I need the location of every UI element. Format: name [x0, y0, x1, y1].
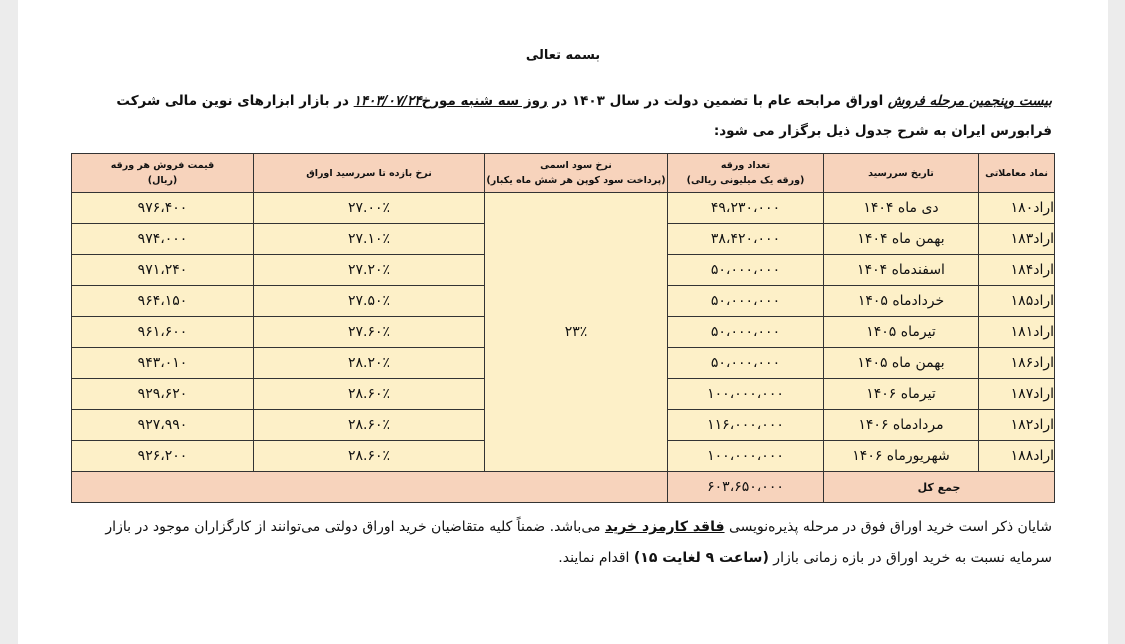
- document-heading: بسمه تعالی: [525, 48, 601, 63]
- cell-symbol: اراد۱۸۵: [979, 286, 1055, 317]
- header-ytm: نرخ بازده تا سررسید اوراق: [254, 154, 485, 193]
- table-row: [72, 193, 1055, 224]
- cell-price: ۹۷۶،۴۰۰: [72, 193, 254, 224]
- cell-symbol: اراد۱۸۴: [979, 255, 1055, 286]
- header-maturity: تاریخ سررسید: [824, 154, 979, 193]
- intro-text-2: در بازار ابزارهای نوین مالی شرکت فرابورس ایران به شرح جدول ذیل برگزار می شود:: [116, 93, 1052, 139]
- cell-coupon-rate: ۲۳٪: [485, 193, 668, 472]
- intro-date: ۱۴۰۳/۰۷/۲۴: [353, 93, 422, 109]
- table-header-row: [72, 154, 1055, 193]
- cell-maturity: مردادماه ۱۴۰۶: [824, 410, 979, 441]
- cell-quantity: ۱۰۰،۰۰۰،۰۰۰: [668, 441, 824, 472]
- cell-maturity: خردادماه ۱۴۰۵: [824, 286, 979, 317]
- cell-price: ۹۲۶،۲۰۰: [72, 441, 254, 472]
- bonds-table: [71, 153, 1055, 503]
- cell-ytm: ۲۷.۲۰٪: [254, 255, 485, 286]
- cell-ytm: ۲۸.۶۰٪: [254, 410, 485, 441]
- cell-maturity: بهمن ماه ۱۴۰۵: [824, 348, 979, 379]
- header-symbol: نماد معاملاتی: [979, 154, 1055, 193]
- cell-ytm: ۲۷.۵۰٪: [254, 286, 485, 317]
- cell-symbol: اراد۱۸۷: [979, 379, 1055, 410]
- cell-quantity: ۵۰،۰۰۰،۰۰۰: [668, 286, 824, 317]
- intro-paragraph: [72, 86, 1052, 146]
- cell-price: ۹۶۱،۶۰۰: [72, 317, 254, 348]
- note-hours: (ساعت ۹ لغایت ۱۵): [633, 550, 769, 566]
- cell-price: ۹۷۴،۰۰۰: [72, 224, 254, 255]
- total-empty-cell: [72, 472, 668, 503]
- cell-quantity: ۵۰،۰۰۰،۰۰۰: [668, 348, 824, 379]
- header-quantity: تعداد ورقه (ورقه یک میلیونی ریالی): [668, 154, 824, 193]
- cell-maturity: تیرماه ۱۴۰۵: [824, 317, 979, 348]
- cell-symbol: اراد۱۸۱: [979, 317, 1055, 348]
- cell-price: ۹۲۹،۶۲۰: [72, 379, 254, 410]
- cell-price: ۹۶۴،۱۵۰: [72, 286, 254, 317]
- cell-maturity: شهریورماه ۱۴۰۶: [824, 441, 979, 472]
- cell-maturity: اسفندماه ۱۴۰۴: [824, 255, 979, 286]
- note-text-1: شایان ذکر است خرید اوراق فوق در مرحله پذیره‌نویسی: [724, 519, 1052, 535]
- cell-ytm: ۲۷.۱۰٪: [254, 224, 485, 255]
- note-no-fee: فاقد کارمزد خرید: [604, 519, 725, 535]
- cell-quantity: ۱۰۰،۰۰۰،۰۰۰: [668, 379, 824, 410]
- cell-maturity: تیرماه ۱۴۰۶: [824, 379, 979, 410]
- cell-maturity: دی ماه ۱۴۰۴: [824, 193, 979, 224]
- cell-ytm: ۲۸.۶۰٪: [254, 379, 485, 410]
- cell-ytm: ۲۸.۶۰٪: [254, 441, 485, 472]
- note-text-2: می‌باشد. ضمناً کلیه متقاضیان خرید اوراق دولتی می‌توانند از کارگزاران موجود در بازار سرمایه نسبت به خرید اوراق در بازه زمانی بازار: [105, 519, 1052, 566]
- cell-quantity: ۱۱۶،۰۰۰،۰۰۰: [668, 410, 824, 441]
- cell-maturity: بهمن ماه ۱۴۰۴: [824, 224, 979, 255]
- cell-symbol: اراد۱۸۲: [979, 410, 1055, 441]
- document-page: [18, 0, 1108, 644]
- intro-day: روز سه شنبه مورخ: [421, 93, 548, 109]
- cell-ytm: ۲۷.۶۰٪: [254, 317, 485, 348]
- cell-ytm: ۲۷.۰۰٪: [254, 193, 485, 224]
- header-price: قیمت فروش هر ورقه (ریال): [72, 154, 254, 193]
- cell-symbol: اراد۱۸۳: [979, 224, 1055, 255]
- table-total-row: [72, 472, 1055, 503]
- header-coupon-rate: نرخ سود اسمی (پرداخت سود کوپن هر شش ماه یکبار): [485, 154, 668, 193]
- cell-quantity: ۳۸،۴۲۰،۰۰۰: [668, 224, 824, 255]
- cell-price: ۹۷۱،۲۴۰: [72, 255, 254, 286]
- cell-price: ۹۴۳،۰۱۰: [72, 348, 254, 379]
- intro-stage: بیست وپنجمین مرحله فروش: [887, 93, 1052, 109]
- total-label: جمع کل: [824, 472, 1055, 503]
- cell-ytm: ۲۸.۲۰٪: [254, 348, 485, 379]
- cell-symbol: اراد۱۸۰: [979, 193, 1055, 224]
- intro-text-1: اوراق مرابحه عام با تضمین دولت در سال ۱۴۰۳ در: [547, 93, 888, 109]
- note-paragraph: [72, 512, 1052, 574]
- cell-quantity: ۵۰،۰۰۰،۰۰۰: [668, 255, 824, 286]
- total-quantity: ۶۰۳،۶۵۰،۰۰۰: [668, 472, 824, 503]
- cell-symbol: اراد۱۸۶: [979, 348, 1055, 379]
- cell-price: ۹۲۷،۹۹۰: [72, 410, 254, 441]
- note-text-3: اقدام نمایند.: [558, 550, 634, 566]
- cell-symbol: اراد۱۸۸: [979, 441, 1055, 472]
- cell-quantity: ۵۰،۰۰۰،۰۰۰: [668, 317, 824, 348]
- cell-quantity: ۴۹،۲۳۰،۰۰۰: [668, 193, 824, 224]
